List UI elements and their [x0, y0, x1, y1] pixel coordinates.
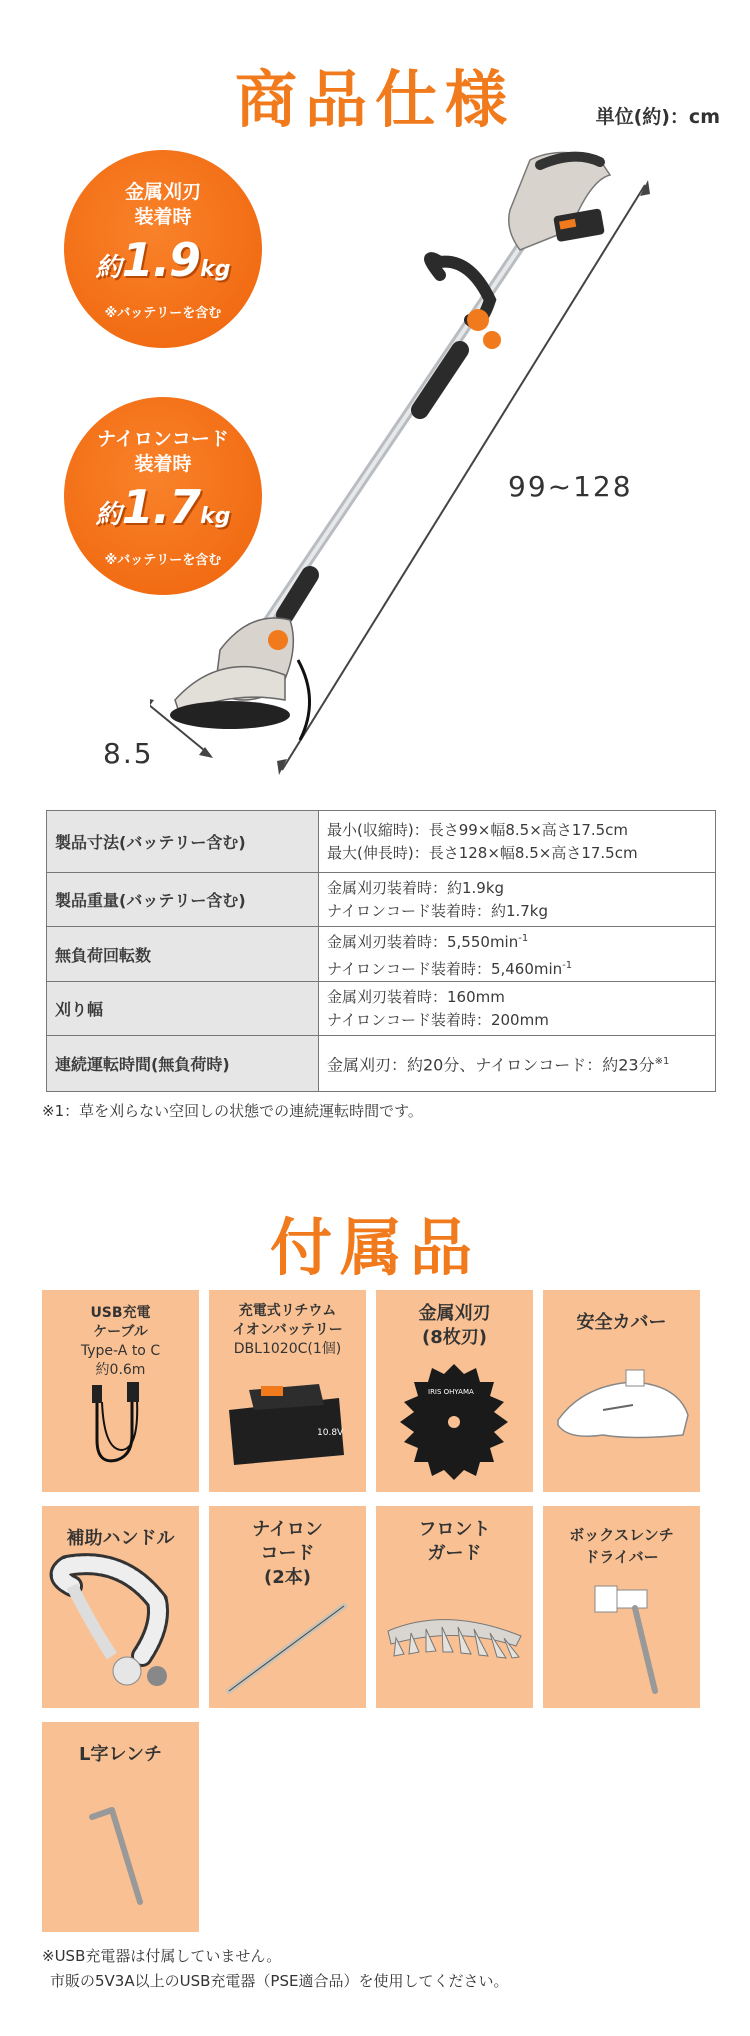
table-row	[47, 1036, 716, 1092]
table-row	[47, 811, 716, 873]
badge-note: ※バッテリーを含む	[104, 306, 222, 321]
accessory-name: コード	[260, 1543, 315, 1564]
metal-blade-icon	[376, 1290, 533, 1492]
spec-label: 無負荷回転数	[47, 927, 319, 982]
accessory-card-safety-cover	[543, 1290, 700, 1492]
accessory-name: USB充電	[90, 1305, 151, 1321]
accessory-detail: Type-A to C	[80, 1343, 161, 1359]
accessory-name: ナイロン	[252, 1519, 323, 1540]
badge-weight-value: 1.9	[121, 233, 201, 287]
spec-value: 金属刈刃装着時：約1.9kg ナイロンコード装着時：約1.7kg	[319, 873, 716, 927]
safety-cover-icon	[543, 1290, 700, 1492]
spec-value: 金属刈刃：約20分、ナイロンコード：約23分$^{※1}$	[319, 1036, 716, 1092]
accessory-card-battery	[209, 1290, 366, 1492]
blade-brand-label: IRIS OHYAMA	[428, 1388, 474, 1396]
badge-prefix: 約	[95, 253, 122, 283]
badge-prefix: 約	[95, 500, 122, 530]
spec-label: 連続運転時間(無負荷時)	[47, 1036, 319, 1092]
accessory-name: 充電式リチウム	[238, 1303, 337, 1319]
box-wrench-icon	[543, 1506, 700, 1708]
accessory-detail: DBL1020C(1個)	[233, 1341, 342, 1357]
accessory-card-usb-cable	[42, 1290, 199, 1492]
badge-weight-value: 1.7	[121, 480, 201, 534]
badge-line1: ナイロンコード	[97, 428, 229, 450]
accessory-name: (8枚刃)	[422, 1327, 487, 1348]
badge-weight-unit: kg	[200, 257, 231, 282]
spec-label: 製品重量(バッテリー含む)	[47, 873, 319, 927]
spec-table	[46, 810, 716, 1092]
accessory-name: 金属刈刃	[418, 1303, 491, 1324]
accessory-card-auxiliary-handle	[42, 1506, 199, 1708]
table-row	[47, 982, 716, 1036]
dimension-length: 99~128	[508, 470, 633, 503]
badge-line2: 装着時	[134, 453, 192, 475]
accessory-name: 補助ハンドル	[66, 1528, 175, 1549]
accessory-card-box-wrench	[543, 1506, 700, 1708]
accessory-name: イオンバッテリー	[232, 1322, 343, 1338]
accessory-detail: 約0.6m	[95, 1362, 146, 1378]
spec-title: 商品仕様	[234, 63, 515, 136]
accessory-name: ボックスレンチ	[569, 1526, 674, 1544]
battery-voltage-label: 10.8V	[317, 1428, 344, 1438]
badge-weight-unit: kg	[200, 504, 231, 529]
accessory-name: ガード	[427, 1543, 482, 1564]
usb-cable-icon	[42, 1290, 199, 1492]
accessory-card-nylon-cord	[209, 1506, 366, 1708]
unit-label: 単位(約)：cm	[595, 106, 720, 128]
spec-footnote: ※1：草を刈らない空回しの状態での連続運転時間です。	[42, 1102, 423, 1120]
accessory-card-front-guard	[376, 1506, 533, 1708]
badge-line2: 装着時	[134, 206, 192, 228]
badge-note: ※バッテリーを含む	[104, 553, 222, 568]
accessories-title: 付属品	[269, 1211, 480, 1284]
spec-value: 最小(収縮時)：長さ99×幅8.5×高さ17.5cm 最大(伸長時)：長さ128×幅8.5×高さ17.5cm	[319, 811, 716, 873]
spec-value: 金属刈刃装着時：160mm ナイロンコード装着時：200mm	[319, 982, 716, 1036]
table-row	[47, 927, 716, 982]
accessory-name: ドライバー	[584, 1548, 659, 1566]
table-row	[47, 873, 716, 927]
spec-value: 金属刈刃装着時：$5,550\min^{-1}$ ナイロンコード装着時：$5,460\min^{-1}$	[319, 927, 716, 982]
usb-charger-requirement: 市販の5V3A以上のUSB充電器（PSE適合品）を使用してください。	[50, 1972, 509, 1990]
battery-icon	[209, 1290, 366, 1492]
accessory-card-l-wrench	[42, 1722, 199, 1932]
accessory-name: ケーブル	[93, 1324, 148, 1340]
usb-charger-note: ※USB充電器は付属していません。	[42, 1947, 282, 1965]
accessory-name: フロント	[418, 1519, 491, 1540]
spec-label: 製品寸法(バッテリー含む)	[47, 811, 319, 873]
grass-trimmer-illustration	[150, 140, 670, 780]
l-wrench-icon	[42, 1722, 199, 1924]
auxiliary-handle-icon	[42, 1506, 199, 1708]
accessory-detail: (2本)	[264, 1567, 311, 1588]
accessory-name: L字レンチ	[78, 1744, 163, 1765]
spec-label: 刈り幅	[47, 982, 319, 1036]
front-guard-icon	[376, 1506, 533, 1708]
badge-line1: 金属刈刃	[124, 181, 201, 203]
accessory-card-metal-blade	[376, 1290, 533, 1492]
accessory-name: 安全カバー	[576, 1312, 667, 1333]
nylon-cord-icon	[209, 1506, 366, 1708]
dimension-width: 8.5	[103, 737, 154, 770]
